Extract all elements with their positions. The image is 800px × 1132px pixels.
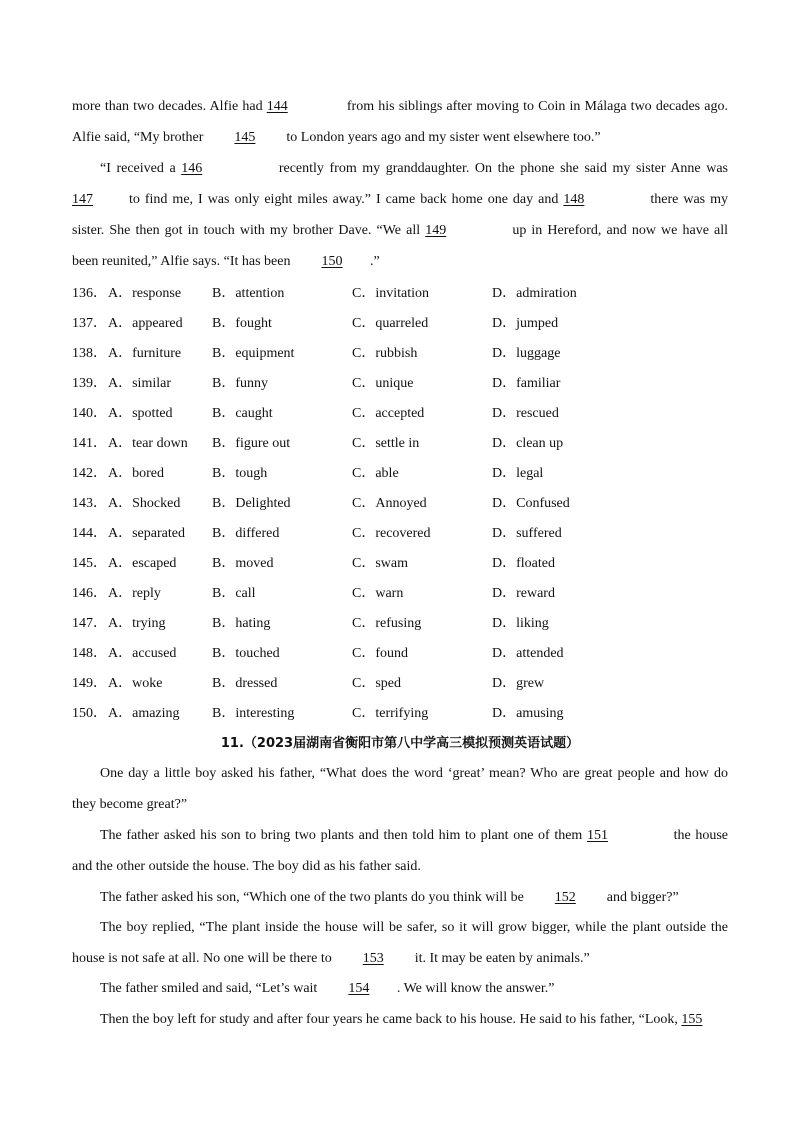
option-a[interactable]: A．amazing xyxy=(108,706,180,721)
question-number: 147． xyxy=(72,616,107,631)
blank-149[interactable]: 149 xyxy=(425,223,447,238)
passage-line: The father asked his son, “Which one of the two plants do you think will be 152 and bigger?” xyxy=(100,888,728,908)
passage-line: “I received a 146 recently from my granddaughter. On the phone she said my sister Anne was xyxy=(100,159,728,179)
option-a[interactable]: A．separated xyxy=(108,526,185,541)
option-a[interactable]: A．response xyxy=(108,286,182,301)
passage-line: and the other outside the house. The boy did as his father said. xyxy=(72,859,421,874)
question-number: 150． xyxy=(72,706,107,721)
question-options-row xyxy=(72,704,728,724)
question-options-row xyxy=(72,464,728,484)
option-c[interactable]: C．refusing xyxy=(352,616,422,631)
option-d[interactable]: D．jumped xyxy=(492,316,559,331)
option-b[interactable]: B．caught xyxy=(212,406,273,421)
blank-153[interactable]: 153 xyxy=(362,951,384,966)
passage-line: The father smiled and said, “Let’s wait 154 . We will know the answer.” xyxy=(100,979,728,999)
question-number: 138． xyxy=(72,346,107,361)
question-number: 140． xyxy=(72,406,107,421)
option-a[interactable]: A．Shocked xyxy=(108,496,181,511)
option-a[interactable]: A．similar xyxy=(108,376,171,391)
blank-145[interactable]: 145 xyxy=(234,130,256,145)
question-number: 146． xyxy=(72,586,107,601)
blank-150[interactable]: 150 xyxy=(321,254,343,269)
question-number: 142． xyxy=(72,466,107,481)
question-options-row xyxy=(72,674,728,694)
option-d[interactable]: D．clean up xyxy=(492,436,564,451)
option-b[interactable]: B．figure out xyxy=(212,436,291,451)
option-d[interactable]: D．familiar xyxy=(492,376,561,391)
option-c[interactable]: C．rubbish xyxy=(352,346,418,361)
option-b[interactable]: B．funny xyxy=(212,376,268,391)
passage-line: been reunited,” Alfie says. “It has been 150 .” xyxy=(72,252,728,272)
passage-line: The father asked his son to bring two plants and then told him to plant one of them 151 the house xyxy=(100,826,728,846)
passage-line: they become great?” xyxy=(72,797,188,812)
option-a[interactable]: A．accused xyxy=(108,646,177,661)
option-a[interactable]: A．bored xyxy=(108,466,164,481)
option-d[interactable]: D．admiration xyxy=(492,286,577,301)
option-b[interactable]: B．touched xyxy=(212,646,280,661)
passage-line: 147 to find me, I was only eight miles away.” I came back home one day and 148 there was my xyxy=(72,190,728,210)
option-b[interactable]: B．moved xyxy=(212,556,274,571)
option-c[interactable]: C．terrifying xyxy=(352,706,429,721)
option-c[interactable]: C．unique xyxy=(352,376,414,391)
passage-line: sister. She then got in touch with my brother Dave. “We all 149 up in Hereford, and now we have all xyxy=(72,221,728,241)
option-a[interactable]: A．appeared xyxy=(108,316,183,331)
question-options-row xyxy=(72,524,728,544)
option-c[interactable]: C．recovered xyxy=(352,526,431,541)
passage-line: house is not safe at all. No one will be there to 153 it. It may be eaten by animals.” xyxy=(72,949,728,969)
option-b[interactable]: B．Delighted xyxy=(212,496,291,511)
option-b[interactable]: B．interesting xyxy=(212,706,295,721)
blank-155[interactable]: 155 xyxy=(681,1012,703,1027)
question-number: 136． xyxy=(72,286,107,301)
passage-line: Then the boy left for study and after four years he came back to his house. He said to his father, “Look, 155 xyxy=(100,1010,728,1030)
passage-line: One day a little boy asked his father, “What does the word ‘great’ mean? Who are great people and how do xyxy=(100,766,728,781)
option-d[interactable]: D．floated xyxy=(492,556,555,571)
option-d[interactable]: D．attended xyxy=(492,646,564,661)
option-a[interactable]: A．woke xyxy=(108,676,163,691)
question-options-row xyxy=(72,344,728,364)
option-c[interactable]: C．warn xyxy=(352,586,404,601)
passage-line: more than two decades. Alfie had 144 from his siblings after moving to Coin in Málaga two decades ago. xyxy=(72,97,728,117)
option-c[interactable]: C．swam xyxy=(352,556,408,571)
passage-line: The boy replied, “The plant inside the house will be safer, so it will grow bigger, while the plant outside the xyxy=(100,920,728,935)
option-c[interactable]: C．invitation xyxy=(352,286,429,301)
blank-144[interactable]: 144 xyxy=(266,99,288,114)
question-number: 145． xyxy=(72,556,107,571)
option-d[interactable]: D．rescued xyxy=(492,406,559,421)
question-number: 148． xyxy=(72,646,107,661)
question-options-row xyxy=(72,644,728,664)
option-c[interactable]: C．found xyxy=(352,646,408,661)
option-d[interactable]: D．luggage xyxy=(492,346,561,361)
question-number: 149． xyxy=(72,676,107,691)
option-b[interactable]: B．equipment xyxy=(212,346,295,361)
question-options-row xyxy=(72,374,728,394)
option-a[interactable]: A．tear down xyxy=(108,436,188,451)
blank-152[interactable]: 152 xyxy=(554,890,576,905)
option-b[interactable]: B．fought xyxy=(212,316,272,331)
option-b[interactable]: B．tough xyxy=(212,466,268,481)
option-d[interactable]: D．suffered xyxy=(492,526,562,541)
option-b[interactable]: B．dressed xyxy=(212,676,278,691)
option-d[interactable]: D．amusing xyxy=(492,706,564,721)
option-c[interactable]: C．sped xyxy=(352,676,401,691)
option-c[interactable]: C．settle in xyxy=(352,436,420,451)
option-a[interactable]: A．spotted xyxy=(108,406,173,421)
question-options-row xyxy=(72,494,728,514)
option-d[interactable]: D．reward xyxy=(492,586,555,601)
option-b[interactable]: B．attention xyxy=(212,286,285,301)
option-a[interactable]: A．escaped xyxy=(108,556,177,571)
option-d[interactable]: D．liking xyxy=(492,616,549,631)
blank-146[interactable]: 146 xyxy=(181,161,203,176)
question-number: 139． xyxy=(72,376,107,391)
option-c[interactable]: C．quarreled xyxy=(352,316,429,331)
question-number: 143． xyxy=(72,496,107,511)
option-a[interactable]: A．trying xyxy=(108,616,166,631)
option-d[interactable]: D．Confused xyxy=(492,496,570,511)
option-c[interactable]: C．accepted xyxy=(352,406,425,421)
blank-154[interactable]: 154 xyxy=(348,981,370,996)
question-number: 141． xyxy=(72,436,107,451)
passage-line: Alfie said, “My brother 145 to London years ago and my sister went elsewhere too.” xyxy=(72,128,728,148)
question-number: 137． xyxy=(72,316,107,331)
question-options-row xyxy=(72,404,728,424)
option-d[interactable]: D．grew xyxy=(492,676,545,691)
question-number: 144． xyxy=(72,526,107,541)
question-options-row xyxy=(72,284,728,304)
blank-151[interactable]: 151 xyxy=(586,828,608,843)
option-b[interactable]: B．differed xyxy=(212,526,280,541)
blank-148[interactable]: 148 xyxy=(563,192,585,207)
question-options-row xyxy=(72,554,728,574)
option-a[interactable]: A．reply xyxy=(108,586,161,601)
question-options-row xyxy=(72,584,728,604)
option-b[interactable]: B．hating xyxy=(212,616,271,631)
question-options-row xyxy=(72,614,728,634)
blank-147[interactable]: 147 xyxy=(72,192,93,207)
question-options-row xyxy=(72,434,728,454)
option-d[interactable]: D．legal xyxy=(492,466,544,481)
option-b[interactable]: B．call xyxy=(212,586,256,601)
section-heading: 11.（2023届湖南省衡阳市第八中学高三模拟预测英语试题） xyxy=(220,736,580,751)
option-a[interactable]: A．furniture xyxy=(108,346,182,361)
option-c[interactable]: C．able xyxy=(352,466,399,481)
question-options-row xyxy=(72,314,728,334)
option-c[interactable]: C．Annoyed xyxy=(352,496,427,511)
